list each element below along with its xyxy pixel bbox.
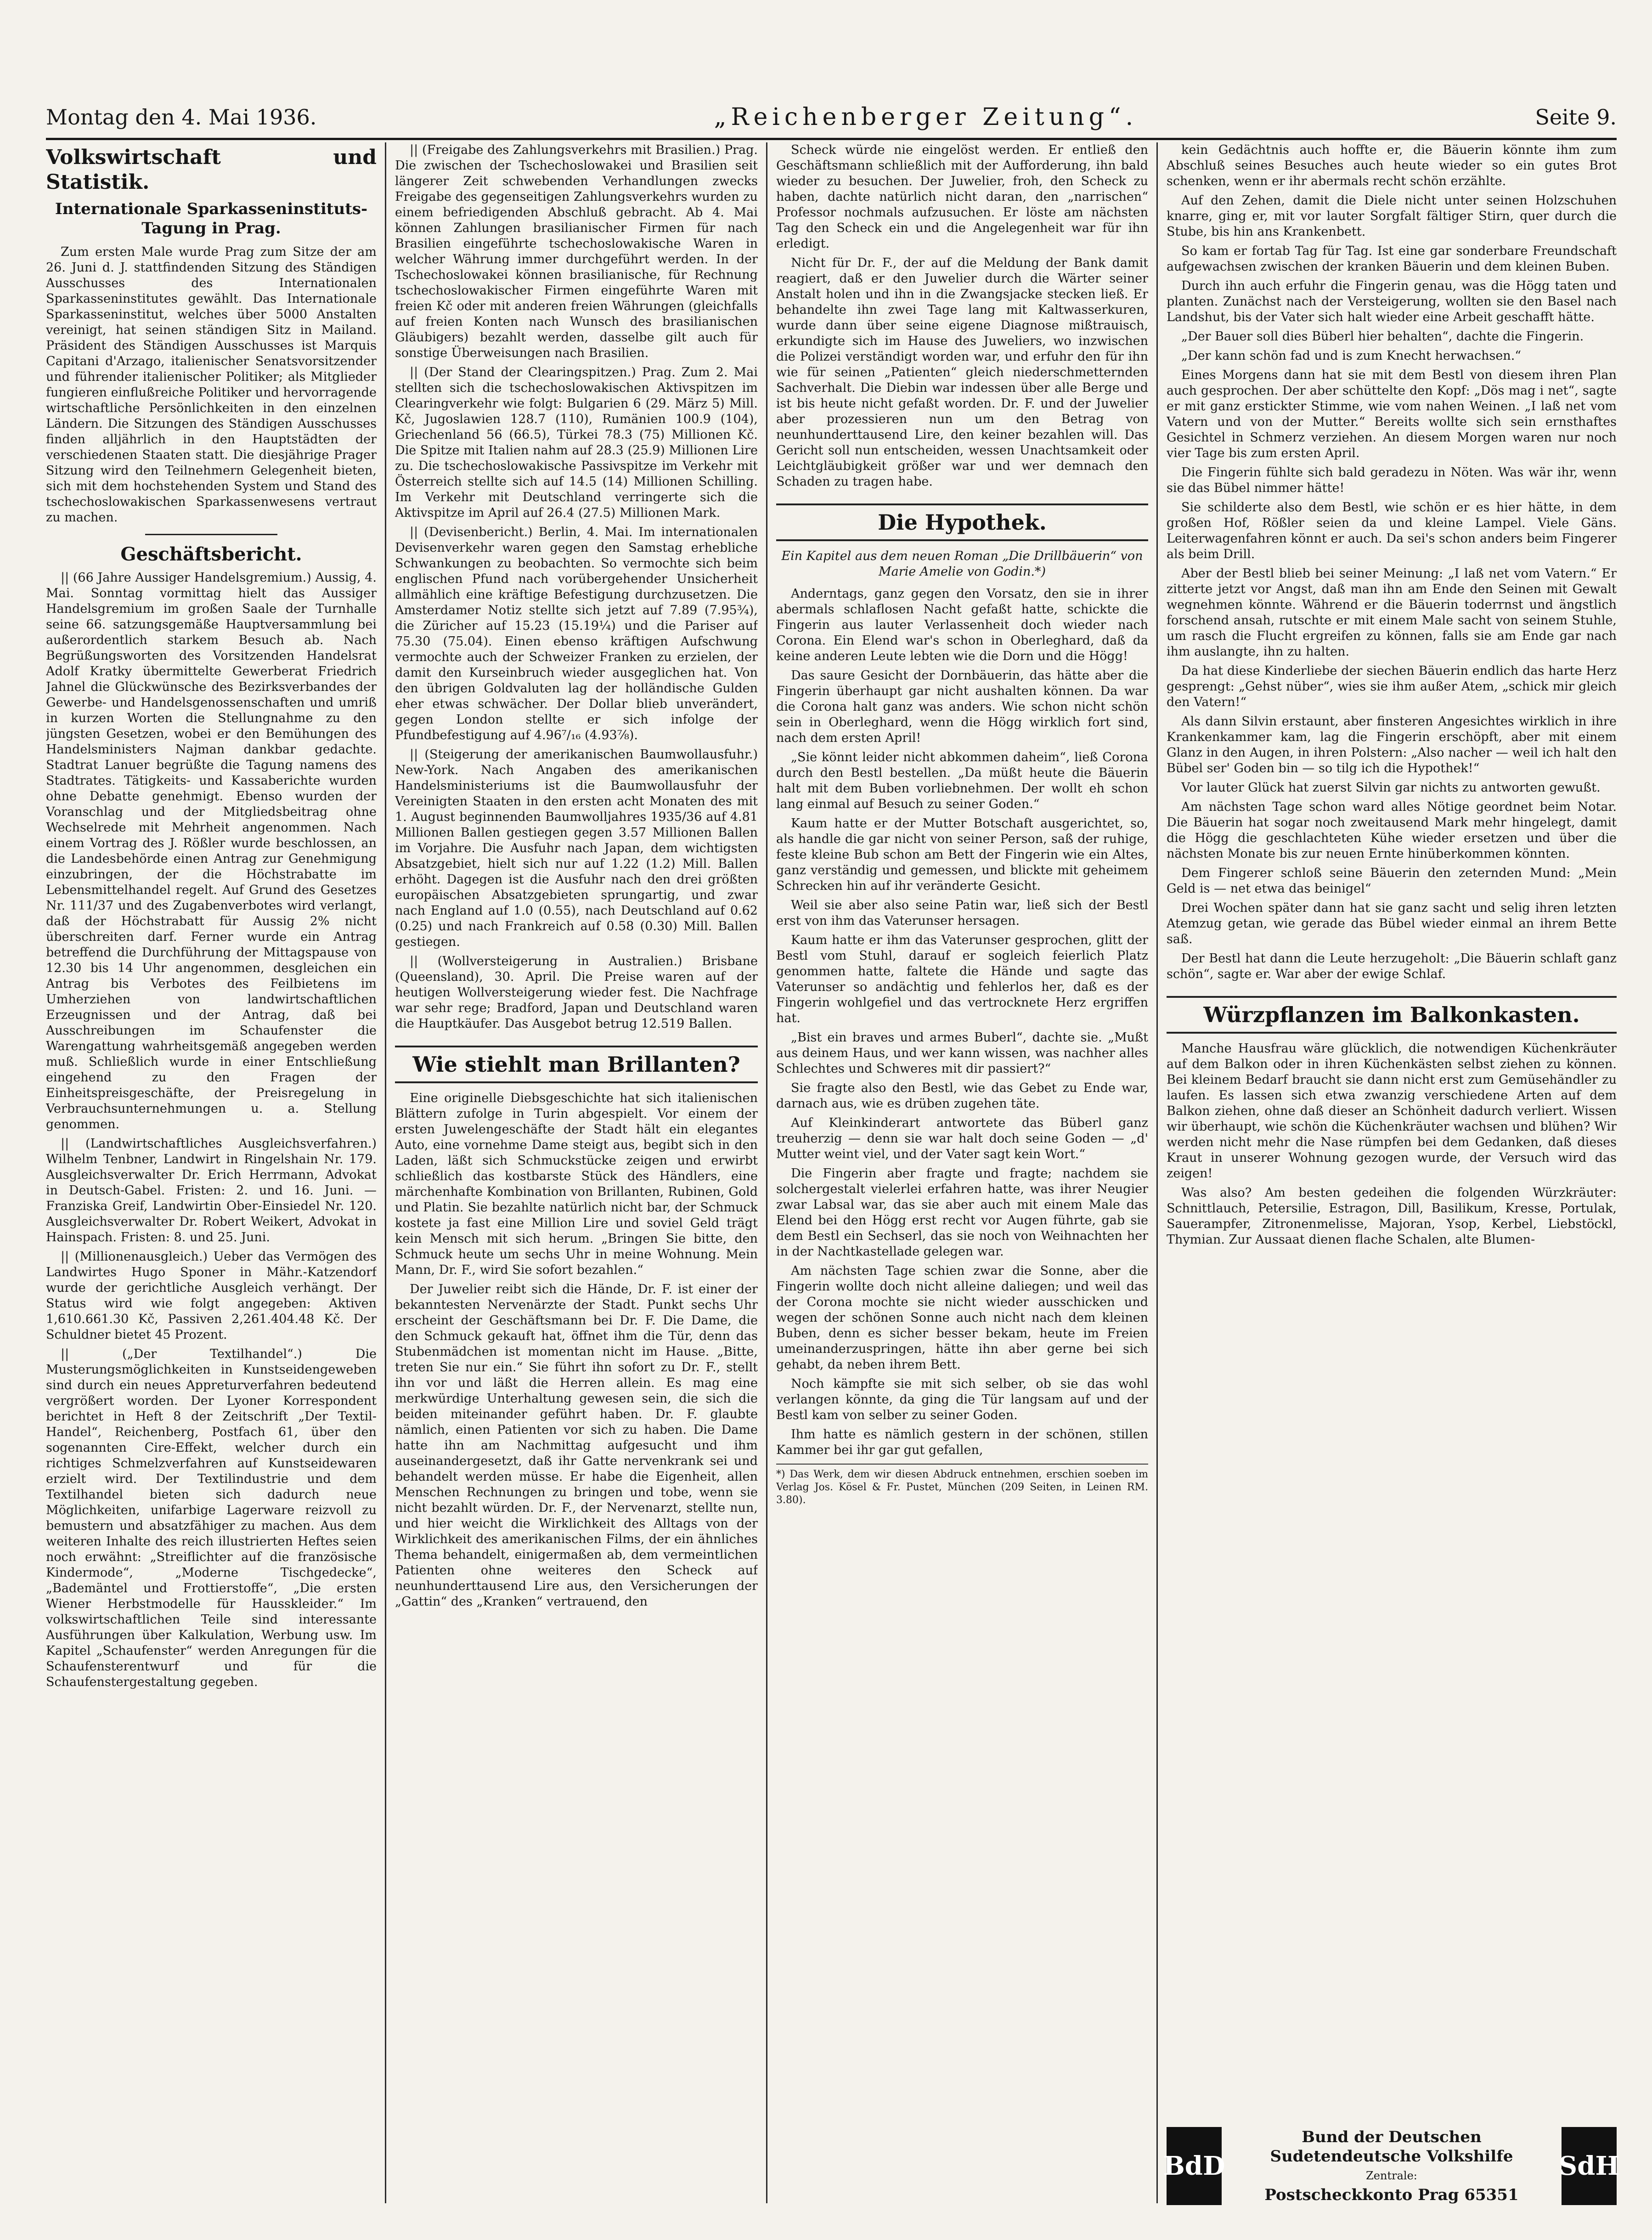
paragraph: Nicht für Dr. F., der auf die Meldung der Bank damit reagiert, daß er den Juwelier durch die Wärter seiner Anstalt holen und ihn in die Zwangsjacke stecken ließ. Er behandelte ihn zwei Tage lang mit Kaltwasserkuren, wurde dann über seine eigene Diagnose mißtrauisch, erkundigte sich im Hause des Juweliers, wo inzwischen die Polizei verständigt worden war, und erfuhr den für ihn wie für seinen „Patienten“ gleich niederschmetternden Sachverhalt. Die Diebin war indessen über alle Berge und ist bis heute nicht gefaßt worden. Dr. F. und der Juwelier aber prozessieren nun um den Betrag von neunhunderttausend Lire, den keiner bezahlen will. Das Gericht soll nun entscheiden, wessen Unachtsamkeit oder Leichtgläubigkeit größer war und wer demnach den Schaden zu tragen habe. <box>776 256 1148 489</box>
paragraph: Auf Kleinkinderart antwortete das Büberl ganz treuherzig — denn sie war halt doch seine Goden — „d' Mutter weint viel, und der Vater sagt kein Wort.“ <box>776 1116 1148 1161</box>
paragraph: Was also? Am besten gedeihen die folgenden Würzkräuter: Schnittlauch, Petersilie, Estragon, Dill, Basilikum, Kresse, Portulak, Sauerampfer, Zitronenmelisse, Majoran, Ysop, Kerbel, Liebstöckl, Thymian. Zur Aussaat dienen flache Schalen, alte Blumen- <box>1167 1186 1617 1247</box>
column-3 <box>776 142 1148 2203</box>
footnote: *) Das Werk, dem wir diesen Abdruck entnehmen, erschien soeben im Verlag Jos. Kösel & Fr. Pustet, München (209 Seiten, in Leinen RM. 3.80). <box>776 1464 1148 1507</box>
paragraph: Zum ersten Male wurde Prag zum Sitze der am 26. Juni d. J. stattfindenden Sitzung des Ständigen Ausschusses des Internationalen Sparkasseninstitutes gewählt. Das Internationale Sparkasseninstitut, welches über 5000 Anstalten vereinigt, hat seinen ständigen Sitz in Mailand. Präsident des Ständigen Ausschusses ist Marquis Capitani d'Arzago, italienischer Senatsvorsitzender und führender italienischer Politiker; als Mitglieder fungieren einflußreiche Politiker und hervorragende wirtschaftliche Persönlichkeiten in den einzelnen Ländern. Die Sitzungen des Ständigen Ausschusses finden alljährlich in den Hauptstädten der verschiedenen Staaten statt. Die diesjährige Prager Sitzung wird den Teilnehmern Gelegenheit bieten, sich mit dem hochstehenden System und Stand des tschechoslowakischen Sparkassenwesens vertraut zu machen. <box>46 245 377 525</box>
paragraph: Ihm hatte es nämlich gestern in der schönen, stillen Kammer bei ihr gar gut gefallen, <box>776 1427 1148 1457</box>
paragraph: Kaum hatte er der Mutter Botschaft ausgerichtet, so, als handle die gar nicht von seiner Person, saß der ruhige, feste kleine Bub schon am Bett der Fingerin wie ein Altes, ganz verständig und gemessen, und blickte mit geheimem Schrecken hin auf ihr veränderte Gesicht. <box>776 816 1148 893</box>
paragraph: Sie schilderte also dem Bestl, wie schön er es hier hätte, in dem großen Hof, Rößler seien da und kleine Lampel. Viele Gäns. Leiterwagenfahren könnt er auch. Da sei's schon anders beim Fingerer als beim Drill. <box>1167 500 1617 561</box>
paragraph: „Sie könnt leider nicht abkommen daheim“, ließ Corona durch den Bestl bestellen. „Da müßt heute die Bäuerin halt mit dem Buben vorliebnehmen. Der wollt eh schon lang einmal auf Besuch zu seiner Goden.“ <box>776 750 1148 811</box>
paragraph: „Der kann schön fad und is zum Knecht herwachsen.“ <box>1181 349 1522 363</box>
paragraph: Noch kämpfte sie mit sich selber, ob sie das wohl verlangen könnte, da ging die Tür langsam auf und der Bestl kam von selber zu seiner Goden. <box>776 1377 1148 1422</box>
paragraph: Die Fingerin fühlte sich bald geradezu in Nöten. Was wär ihr, wenn sie das Bübel nimmer hätte! <box>1167 465 1617 495</box>
emblem-logo-icon: SdH <box>1562 2127 1617 2205</box>
paragraph: Weil sie aber also seine Patin war, ließ sich der Bestl erst von ihm das Vaterunser hersagen. <box>776 898 1148 928</box>
paragraph: || („Der Textilhandel“.) Die Musterungsmöglichkeiten in Kunstseidengeweben sind durch ein neues Appreturverfahren bedeutend vergrößert worden. Der Lyoner Korrespondent berichtet in Heft 8 der Zeitschrift „Der Textil-Handel“, Reichenberg, Postfach 61, über den sogenannten Cire-Effekt, welcher durch ein richtiges Schmelzverfahren auf Kunstseidewaren erzielt wird. Der Textilindustrie und dem Textilhandel bieten sich dadurch neue Möglichkeiten, unifarbige Lagerware reizvoll zu bemustern und absatzfähiger zu machen. Aus dem weiteren Inhalte des reich illustrierten Heftes seien noch erwähnt: „Streiflichter auf die französische Kindermode“, „Moderne Tischgedecke“, „Bademäntel und Frottierstoffe“, „Die ersten Wiener Herbstmodelle für Hausskleider.“ Im volkswirtschaftlichen Teile sind interessante Ausführungen über Kalkulation, Werbung usw. Im Kapitel „Schaufenster“ werden Anregungen für die Schaufensterentwurf und für die Schaufenstergestaltung gegeben. <box>46 1347 377 1689</box>
column-rule <box>766 142 767 2203</box>
newspaper-title: „Reichenberger Zeitung“. <box>714 103 1138 131</box>
paragraph: Durch ihn auch erfuhr die Fingerin genau, was die Högg taten und planten. Zunächst nach der Versteigerung, wollten sie den Basel nach Landshut, bis der Vater sich halt wieder eine Arbeit geschafft hätte. <box>1167 279 1617 324</box>
paragraph: „Bist ein braves und armes Buberl“, dachte sie. „Mußt aus deinem Haus, und wer kann wissen, was nachher alles Schlechtes und Schweres mit dir passiert?“ <box>776 1030 1148 1076</box>
paragraph: Die Fingerin aber fragte und fragte; nachdem sie solchergestalt vielerlei erfahren hatte, was ihrer Neugier zwar Labsal war, das sie aber auch mit einem Male das Elend bei den Högg erst recht vor Augen führte, gab sie dem Bestl ein Sechserl, das sie noch von Weihnachten her in der Nachtkastellade gelegen war. <box>776 1166 1148 1259</box>
ad-line: Sudetendeutsche Volkshilfe <box>1270 2147 1513 2166</box>
paragraph: Eine originelle Diebsgeschichte hat sich italienischen Blättern zufolge in Turin abgespielt. Vor einem der ersten Juwelengeschäfte der Stadt hält ein elegantes Auto, eine vornehme Dame steigt aus, begibt sich in den Laden, läßt sich Schmuckstücke zeigen und erwirbt schließlich das kostbarste Stück des Händlers, eine märchenhafte Kombination von Brillanten, Rubinen, Gold und Platin. Sie bezahlte natürlich nicht bar, der Schmuck kostete ja fast eine Million Lire und soviel Geld trägt kein Mensch mit sich herum. „Bringen Sie bitte, den Schmuck heute um sechs Uhr in meine Wohnung. Mein Mann, Dr. F., wird Sie sofort bezahlen.“ <box>395 1091 758 1277</box>
article-heading: Würzpflanzen im Balkonkasten. <box>1167 996 1617 1034</box>
article-heading: Internationale Sparkasseninstituts-Tagung in Prag. <box>55 200 368 238</box>
paragraph: Vor lauter Glück hat zuerst Silvin gar nichts zu antworten gewußt. <box>1181 781 1601 795</box>
paragraph: kein Gedächtnis auch hoffte er, die Bäuerin könnte ihm zum Abschluß seines Besuches auch heute wieder so ein gutes Brot schenken, wenn er ihr abermals recht schön erzählte. <box>1167 143 1617 188</box>
paragraph: Manche Hausfrau wäre glücklich, die notwendigen Küchenkräuter auf dem Balkon oder in ihren Küchenkästen selbst ziehen zu können. Bei kleinem Bedarf braucht sie dann nicht erst zum Gemüsehändler zu laufen. Es lassen sich etwa zwanzig verschiedene Arten auf dem Balkon ziehen, ohne daß dieser an Schönheit dadurch verliert. Wissen wir überhaupt, wie schön die Küchenkräuter wachsen und blühen? Wir werden nicht mehr die Nase rümpfen bei dem Gedanken, daß dieses Kraut in unserer Wohnung gezogen wurde, der Versuch wird das zeigen! <box>1167 1041 1617 1181</box>
paragraph: Da hat diese Kinderliebe der siechen Bäuerin endlich das harte Herz gesprengt: „Gehst nüber“, wies sie ihm außer Atem, „schick mir gleich den Vatern!“ <box>1167 664 1617 709</box>
paragraph: || (Der Stand der Clearingspitzen.) Prag. Zum 2. Mai stellten sich die tschechoslowakischen Aktivspitzen im Clearingverkehr wie folgt: Bulgarien 6 (29. März 5) Mill. Kč, Jugoslawien 128.7 (110), Rumänien 100.9 (104), Griechenland 56 (66.5), Türkei 78.3 (75) Millionen Kč. Die Spitze mit Italien nahm auf 28.3 (25.9) Millionen Lire zu. Die tschechoslowakische Passivspitze im Verkehr mit Österreich stellte sich auf 14.5 (14) Millionen Schilling. Im Verkehr mit Deutschland verringerte sich die Aktivspitze im April auf 26.4 (27.5) Millionen Mark. <box>395 365 758 520</box>
section-heading-business: Geschäftsbericht. <box>120 543 302 565</box>
paragraph: „Der Bauer soll dies Büberl hier behalten“, dachte die Fingerin. <box>1181 329 1584 344</box>
issue-date: Montag den 4. Mai 1936. <box>46 105 317 130</box>
ad-line: Zentrale: <box>1366 2169 1417 2182</box>
column-rule <box>1156 142 1158 2203</box>
paragraph: Am nächsten Tage schon ward alles Nötige geordnet beim Notar. Die Bäuerin hat sogar noch zweitausend Mark mehr hingelegt, damit die Högg die geschlachteten Kühe wieder ersetzen und über die nächsten Monate bis zur neuen Ernte hinüberkommen könnten. <box>1167 800 1617 861</box>
paragraph: || (Steigerung der amerikanischen Baumwollausfuhr.) New-York. Nach Angaben des amerikanischen Handelsministeriums ist die Baumwollausfuhr der Vereinigten Staaten in den ersten acht Monaten des mit 1. August beginnenden Baumwolljahres 1935/36 auf 4.81 Millionen Ballen gestiegen gegen 3.57 Millionen Ballen im Vorjahre. Die Ausfuhr nach Japan, dem wichtigsten Absatzgebiet, hielt sich nur auf 1.22 (1.2) Mill. Ballen erhöht. Dagegen ist die Ausfuhr nach den drei größten europäischen Absatzgebieten sprungartig, und zwar nach England auf 1.0 (0.55), nach Deutschland auf 0.62 (0.25) und nach Frankreich auf 0.58 (0.30) Mill. Ballen gestiegen. <box>395 747 758 949</box>
advertisement-text <box>1231 2127 1552 2205</box>
paragraph: || (Millionenausgleich.) Ueber das Vermögen des Landwirtes Hugo Sponer in Mähr.-Katzendorf wurde der gerichtliche Ausgleich verhängt. Der Status wird wie folgt angegeben: Aktiven 1,610.661.30 Kč, Passiven 2,261.404.48 Kč. Der Schuldner bietet 45 Prozent. <box>46 1250 377 1342</box>
paragraph: Der Bestl hat dann die Leute herzugeholt: „Die Bäuerin schlaft ganz schön“, sagte er. War aber der ewige Schlaf. <box>1167 951 1617 981</box>
paragraph: || (Wollversteigerung in Australien.) Brisbane (Queensland), 30. April. Die Preise waren auf der heutigen Wollversteigerung wieder fest. Die Nachfrage war sehr rege; Bradford, Japan und Deutschland waren die Hauptkäufer. Das Ausgebot betrug 12.519 Ballen. <box>395 954 758 1031</box>
paragraph: Drei Wochen später dann hat sie ganz sacht und selig ihren letzten Atemzug getan, wie gerade das Bübel wieder einmal an ihrem Bette saß. <box>1167 901 1617 946</box>
ad-line: Bund der Deutschen <box>1302 2128 1482 2146</box>
paragraph: Kaum hatte er ihm das Vaterunser gesprochen, glitt der Bestl vom Stuhl, darauf er sogleich feierlich Platz genommen hatte, faltete die Hände und sagte das Vaterunser so andächtig und fehlerlos her, daß es der Fingerin wohlgefiel und das vertrocknete Herz ergriffen hat. <box>776 933 1148 1025</box>
column-2 <box>395 142 758 2203</box>
masthead <box>46 96 1617 140</box>
paragraph: || (Devisenbericht.) Berlin, 4. Mai. Im internationalen Devisenverkehr waren gegen den Samstag erhebliche Schwankungen zu beobachten. So vermochte sich beim englischen Pfund nach vorübergehender Unsicherheit allmählich eine kräftige Befestigung durchzusetzen. Die Amsterdamer Notiz stellte sich jetzt auf 7.89 (7.95¾), die Züricher auf 15.23 (15.19¼) und die Pariser auf 75.30 (75.04). Einen ebenso kräftigen Aufschwung vermochte auch der Schweizer Franken zu erzielen, der damit den Kurseinbruch wieder ausgeglichen hat. Von den übrigen Goldvaluten lag der holländische Gulden eher etwas schwächer. Der Dollar blieb unverändert, gegen London stellte er sich infolge der Pfundbefestigung auf 4.96⁷/₁₆ (4.93⅞). <box>395 525 758 742</box>
paragraph: Dem Fingerer schloß seine Bäuerin den zeternden Mund: „Mein Geld is — net etwa das beinigel“ <box>1167 866 1617 896</box>
paragraph: || (Landwirtschaftliches Ausgleichsverfahren.) Wilhelm Tenbner, Landwirt in Ringelshain Nr. 179. Ausgleichsverwalter Dr. Erich Herrmann, Advokat in Deutsch-Gabel. Fristen: 2. und 16. Juni. — Franziska Greif, Landwirtin Ober-Einsiedel Nr. 120. Ausgleichsverwalter Dr. Robert Weikert, Advokat in Hainspach. Fristen: 8. und 25. Juni. <box>46 1137 377 1244</box>
paragraph: Als dann Silvin erstaunt, aber finsteren Angesichtes wirklich in ihre Krankenkammer kam, lag die Fingerin erschöpft, aber mit einem Glanz in den Augen, in ihren Polstern: „Also nacher — weil ich halt den Bübel ser' Goden bin — so tilg ich die Hypothek!“ <box>1167 714 1617 775</box>
paragraph: Das saure Gesicht der Dornbäuerin, das hätte aber die Fingerin überhaupt gar nicht aushalten können. Da war die Corona halt ganz was anders. Wie schon nicht schön sein in Oberleghard, wenn die Högg wirklich fort sind, nach dem ersten April! <box>776 668 1148 745</box>
article-heading: Wie stiehlt man Brillanten? <box>395 1046 758 1083</box>
paragraph: Am nächsten Tage schien zwar die Sonne, aber die Fingerin wollte doch nicht alleine daliegen; und weil das der Corona mochte sie nicht wieder ausschicken und wegen der schönen Sonne auch nicht nach dem kleinen Buben, denn es sicher besser bekam, heute im Freien umeinanderzuspringen, hätte ihn aber gerne bei sich gehabt, da neben ihrem Bett. <box>776 1264 1148 1372</box>
paragraph: Anderntags, ganz gegen den Vorsatz, den sie in ihrer abermals schlaflosen Nacht gefaßt hatte, schickte die Fingerin aus lauter Verlassenheit doch wieder nach Corona. Ein Elend war's schon in Oberleghard, daß da keine anderen Leute lebten wie die Dorn und die Högg! <box>776 587 1148 663</box>
paragraph: Auf den Zehen, damit die Diele nicht unter seinen Holzschuhen knarre, ging er, mit vor lauter Sorgfalt fältiger Stirn, quer durch die Stube, bis hin ans Krankenbett. <box>1167 193 1617 239</box>
paragraph: Sie fragte also den Bestl, wie das Gebet zu Ende war, darnach aus, wie es drüben zugehen täte. <box>776 1081 1148 1111</box>
paragraph: || (Freigabe des Zahlungsverkehrs mit Brasilien.) Prag. Die zwischen der Tschechoslowakei und Brasilien seit längerer Zeit schwebenden Verhandlungen zwecks Freigabe des gegenseitigen Zahlungsverkehrs wurden zu einem befriedigenden Abschluß gebracht. Ab 4. Mai können Zahlungen brasilianischer Firmen für nach Brasilien eingeführte tschechoslowakische Waren in welcher Währung immer durchgeführt werden. In der Tschechoslowakei können brasilianische, für Rechnung tschechoslowakischer Firmen eingeführte Waren mit freien Kč oder mit anderen freien Währungen (gleichfalls auf freien Konten nach Wunsch des brasilianischen Gläubigers) bezahlt werden, dasselbe gilt auch für sonstige Überweisungen nach Brasilien. <box>395 143 758 360</box>
paragraph: Aber der Bestl blieb bei seiner Meinung: „I laß net vom Vatern.“ Er zitterte jetzt vor Angst, daß man ihn am Ende den Seinen mit Gewalt wegnehmen könnte. Während er die Bäuerin toderrnst und ängstlich forschend ansah, rutschte er mit einem Male sacht von seinem Stuhle, um rasch die Flucht ergreifen zu können, falls sie am Ende gar nach ihm auslangte, ihn zu halten. <box>1167 566 1617 659</box>
column-rule <box>385 142 386 2203</box>
paragraph: Scheck würde nie eingelöst werden. Er entließ den Geschäftsmann schließlich mit der Aufforderung, ihn bald wieder zu besuchen. Der Juwelier, froh, den Scheck zu haben, dachte natürlich nicht daran, den „narrischen“ Professor nochmals aufzusuchen. Er löste am nächsten Tag den Scheck ein und die Angelegenheit war für ihn erledigt. <box>776 143 1148 251</box>
page-number: Seite 9. <box>1535 105 1617 130</box>
paragraph: || (66 Jahre Aussiger Handelsgremium.) Aussig, 4. Mai. Sonntag vormittag hielt das Aussiger Handelsgremium im großen Saale der Turnhalle seine 66. satzungsgemäße Hauptversammlung bei außerordentlich starkem Besuch ab. Nach Begrüßungsworten des Vorsitzenden Handelsrat Adolf Kratky übermittelte Gewerberat Friedrich Jahnel die Glückwünsche des Bezirksverbandes der Gewerbe- und Handelsgenossenschaften und umriß in kurzen Worten die Stellungnahme zu den jüngsten Gesetzen, wobei er den Bemühungen des Handelsministers Najman dankbar gedachte. Stadtrat Lanuer begrüßte die Tagung namens des Stadtrates. Tätigkeits- und Kassaberichte wurden ohne Debatte genehmigt. Ebenso wurden der Voranschlag und der Mitgliedsbeitrag ohne Wechselrede mit Mehrheit angenommen. Nach einem Vortrag des J. Rößler wurde beschlossen, an die Landesbehörde einen Antrag zur Genehmigung einzubringen, der die Höchstrabatte im Lebensmittelhandel regelt. Auf Grund des Gesetzes Nr. 111/37 und des Zugabenverbotes wird verlangt, daß der Höchstrabatt für Aussig 2% nicht überschreiten darf. Ferner wurde ein Antrag betreffend die Durchführung der Mittagspause von 12.30 bis 14 Uhr angenommen, desgleichen ein Antrag bis Verbotes des Feilbietens im Umherziehen von landwirtschaftlichen Erzeugnissen und der Antrag, daß bei Ausschreibungen im Schaufenster die Warengattung wahrheitsgemäß angegeben werden muß. Schließlich wurde in einer Entschließung eingehend zu den Fragen der Einheitspreisgeschäfte, der Preisregelung in Verbrauchsunternehmungen u. a. Stellung genommen. <box>46 571 377 1131</box>
divider <box>145 534 277 535</box>
column-1 <box>46 142 377 2203</box>
column-4 <box>1167 142 1617 2203</box>
section-heading-economy: Volkswirtschaft und Statistik. <box>46 146 377 194</box>
ad-line: Postscheckkonto Prag 65351 <box>1264 2186 1519 2204</box>
paragraph: Der Juwelier reibt sich die Hände, Dr. F. ist einer der bekanntesten Nervenärzte der Stadt. Punkt sechs Uhr erscheint der Geschäftsmann bei Dr. F. Die Dame, die den Schmuck gekauft hat, öffnet ihm die Tür, denn das Stubenmädchen ist momentan nicht im Hause. „Bitte, treten Sie nur ein.“ Sie führt ihn sofort zu Dr. F., stellt ihn vor und läßt die Herren allein. Es mag eine merkwürdige Unterhaltung gewesen sein, die sich die beiden miteinander geführt haben. Dr. F. glaubte nämlich, einen Patienten vor sich zu haben. Die Dame hatte ihn am Nachmittag aufgesucht und ihm auseinandergesetzt, daß ihr Gatte nervenkrank sei und behandelt werden müsse. Er habe die Eigenheit, allen Menschen Rechnungen zu bringen und tobe, wenn sie nicht bezahlt würden. Dr. F., der Nervenarzt, stellte nun, und hier weicht die Wirklichkeit des Alltags von der Wirklichkeit des amerikanischen Films, der ein ähnliches Thema behandelt, einigermaßen ab, dem vermeintlichen Patienten ohne weiteres den Scheck auf neunhunderttausend Lire aus, den Versicherungen der „Gattin“ des „Kranken“ vertrauend, den <box>395 1282 758 1609</box>
article-subtitle: Ein Kapitel aus dem neuen Roman „Die Drillbäuerin“ von Marie Amelie von Godin.*) <box>781 549 1143 579</box>
paragraph: So kam er fortab Tag für Tag. Ist eine gar sonderbare Freundschaft aufgewachsen zwischen der kranken Bäuerin und dem kleinen Buben. <box>1167 244 1617 274</box>
association-logo-icon: BdD <box>1167 2127 1222 2205</box>
paragraph: Eines Morgens dann hat sie mit dem Bestl von diesem ihren Plan auch gesprochen. Der aber schüttelte den Kopf: „Dös mag i net“, sagte er mit ganz erstickter Stimme, wie vom nahen Weinen. „I laß net vom Vatern und von der Mutter.“ Bereits wollte sich sein ernsthaftes Gesichtel in Schmerz verziehen. An diesem Morgen waren nur noch vier Tage bis zum ersten April. <box>1167 368 1617 460</box>
article-heading: Die Hypothek. <box>776 503 1148 541</box>
advertisement <box>1163 2122 1620 2210</box>
